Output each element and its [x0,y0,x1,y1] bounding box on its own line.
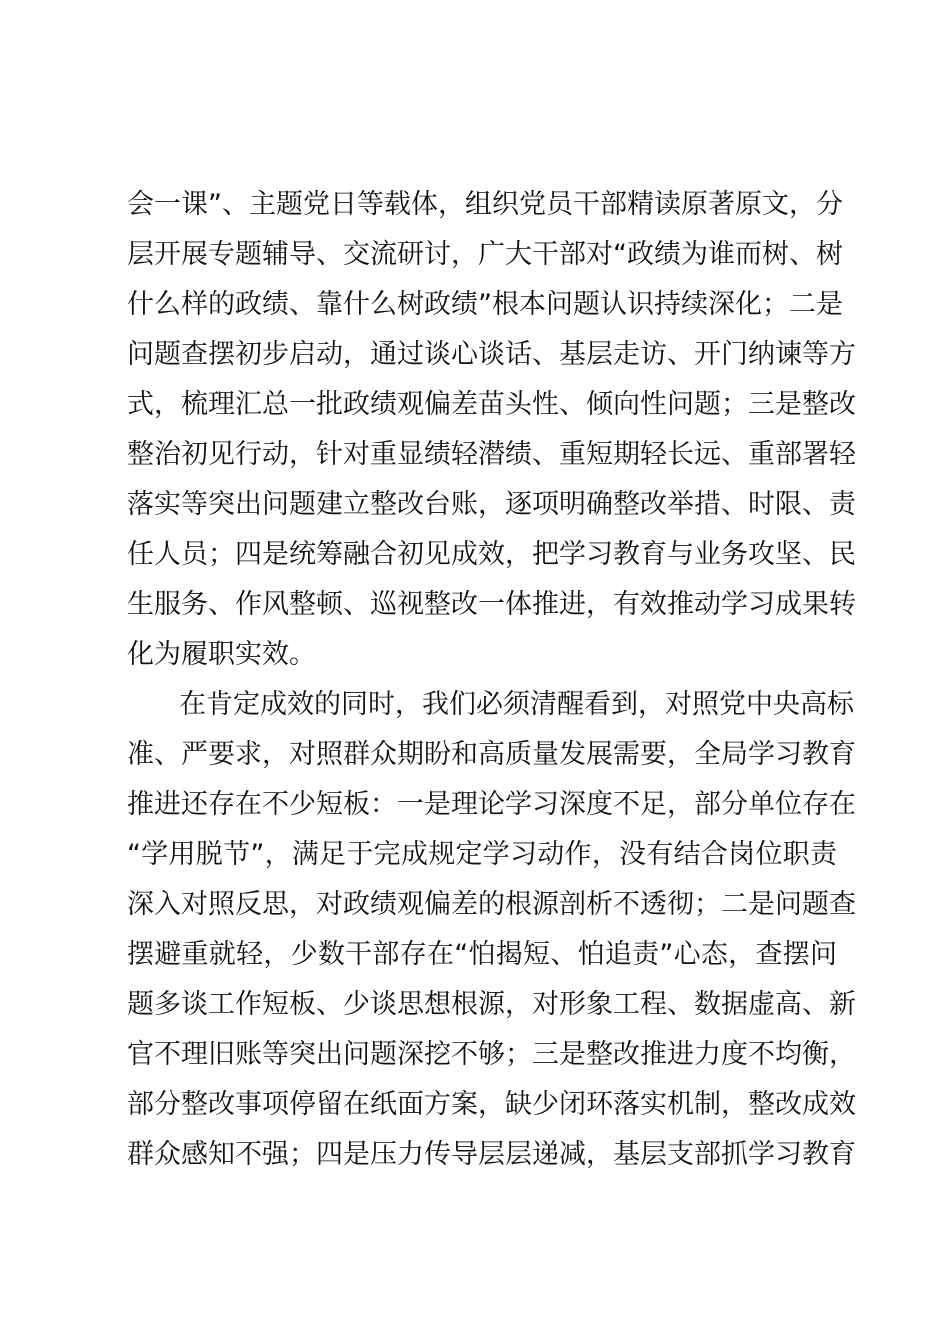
body-text [127,180,856,1180]
text-line: 会一课”、主题党日等载体，组织党员干部精读原著原文，分 [127,189,843,220]
text-line: 式，梳理汇总一批政绩观偏差苗头性、倾向性问题；三是整改 [127,389,856,420]
text-line: 落实等突出问题建立整改台账，逐项明确整改举措、时限、责 [127,489,856,520]
text-line: 题多谈工作短板、少谈思想根源，对形象工程、数据虚高、新 [127,989,856,1020]
text-line: 深入对照反思，对政绩观偏差的根源剖析不透彻；二是问题查 [127,889,856,920]
text-line: 问题查摆初步启动，通过谈心谈话、基层走访、开门纳谏等方 [127,339,856,370]
text-line: 什么样的政绩、靠什么树政绩”根本问题认识持续深化；二是 [127,289,843,320]
text-line: 整治初见行动，针对重显绩轻潜绩、重短期轻长远、重部署轻 [127,439,856,470]
text-line: 生服务、作风整顿、巡视整改一体推进，有效推动学习成果转 [127,589,856,620]
text-line: 层开展专题辅导、交流研讨，广大干部对“政绩为谁而树、树 [127,239,843,270]
text-line: 部分整改事项停留在纸面方案，缺少闭环落实机制，整改成效 [127,1089,856,1120]
paragraph-2 [127,680,856,1180]
text-line: 官不理旧账等突出问题深挖不够；三是整改推进力度不均衡， [127,1039,856,1070]
text-line: 任人员；四是统筹融合初见成效，把学习教育与业务攻坚、民 [127,539,856,570]
text-line: “学用脱节”，满足于完成规定学习动作，没有结合岗位职责 [127,839,837,870]
text-line: 在肯定成效的同时，我们必须清醒看到，对照党中央高标 [179,689,854,720]
text-line: 化为履职实效。 [127,639,316,670]
text-line: 推进还存在不少短板：一是理论学习深度不足，部分单位存在 [127,789,856,820]
text-line: 摆避重就轻，少数干部存在“怕揭短、怕追责”心态，查摆问 [127,939,837,970]
text-line: 准、严要求，对照群众期盼和高质量发展需要，全局学习教育 [127,739,856,770]
text-line: 群众感知不强；四是压力传导层层递减，基层支部抓学习教育 [127,1139,856,1170]
paragraph-1 [127,180,856,680]
